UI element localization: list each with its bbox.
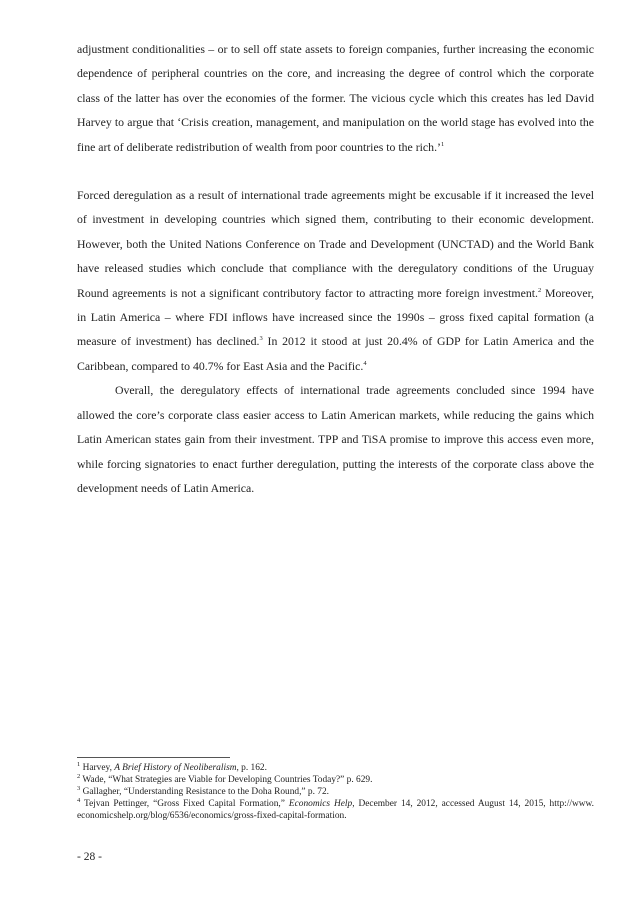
- footnote-4: [77, 798, 594, 822]
- footnote-title: A Brief History of Neoliberalism: [114, 763, 237, 773]
- paragraph-conclusion: [77, 378, 594, 500]
- footnote-text: , p. 162.: [236, 763, 267, 773]
- footnote-number: 3: [77, 784, 81, 792]
- footnote-text: Gallagher, “Understanding Resistance to the Doha Round,” p. 72.: [80, 787, 330, 797]
- footnote-title: Economics Help: [288, 799, 353, 809]
- footnote-text: Harvey,: [80, 763, 115, 773]
- page-number: - 28 -: [77, 851, 102, 863]
- paragraph-text: In 2012 it stood at just 20.4% of GDP for Latin America and the Caribbean, compared to 40.7% for East Asia and the Pacific.: [77, 334, 594, 373]
- footnote-text: Wade, “What Strategies are Viable for Developing Countries Today?” p. 629.: [80, 775, 373, 785]
- paragraph-text: Moreover, in Latin America – where FDI inflows have increased since the 1990s – gross fixed capital formation (a measure of investment) has declined.: [77, 285, 594, 349]
- footnote-ref[interactable]: 2: [537, 286, 542, 294]
- footnote-ref[interactable]: 1: [440, 140, 445, 148]
- paragraph-text: Forced deregulation as a result of international trade agreements might be excusable if it increased the level of investment in developing countries which signed them, contributing to their economic development. However, both the United Nations Conference on Trade and Development (UNCTAD) and the World Bank have released studies which conclude that compliance with the deregulatory conditions of the Uruguay Round agreements is not a significant contributory factor to attracting more foreign investment.: [77, 188, 594, 300]
- footnotes-section: [77, 757, 594, 822]
- footnote-3: [77, 786, 594, 798]
- footnote-text: , December 14, 2012, accessed August 14, 2015, http://www. economicshelp.org/blog/6536/economics/gross-fixed-capital-formation.: [77, 799, 595, 821]
- footnote-text: Tejvan Pettinger, “Gross Fixed Capital Formation,”: [80, 799, 289, 809]
- footnote-number: 1: [77, 760, 81, 768]
- paragraph-continuation: [77, 37, 594, 159]
- footnote-ref[interactable]: 3: [259, 335, 263, 343]
- paragraph-text: adjustment conditionalities – or to sell off state assets to foreign companies, further increasing the economic dependence of peripheral countries on the core, and increasing the degree of control which the corporate class of the latter has over the economies of the former. The vicious cycle which this creates has led David Harvey to argue that ‘Crisis creation, management, and manipulation on the world stage has evolved into the fine art of deliberate redistribution of wealth from poor countries to the rich.’: [77, 42, 594, 154]
- page-body: [77, 37, 594, 500]
- footnote-ref[interactable]: 4: [363, 359, 367, 367]
- paragraph-text: Overall, the deregulatory effects of international trade agreements concluded since 1994 have allowed the core’s corporate class easier access to Latin American markets, while reducing the gains which Latin American states gain from their investment. TPP and TiSA promise to improve this access even more, while forcing signatories to enact further deregulation, putting the interests of the corporate class above the development needs of Latin America.: [77, 383, 594, 495]
- footnote-number: 4: [77, 796, 81, 804]
- paragraph-gap: [77, 159, 594, 183]
- footnote-divider: [77, 757, 230, 758]
- footnote-number: 2: [77, 772, 81, 780]
- paragraph-deregulation: [77, 183, 594, 378]
- footnote-2: [77, 774, 594, 786]
- footnote-1: [77, 762, 594, 774]
